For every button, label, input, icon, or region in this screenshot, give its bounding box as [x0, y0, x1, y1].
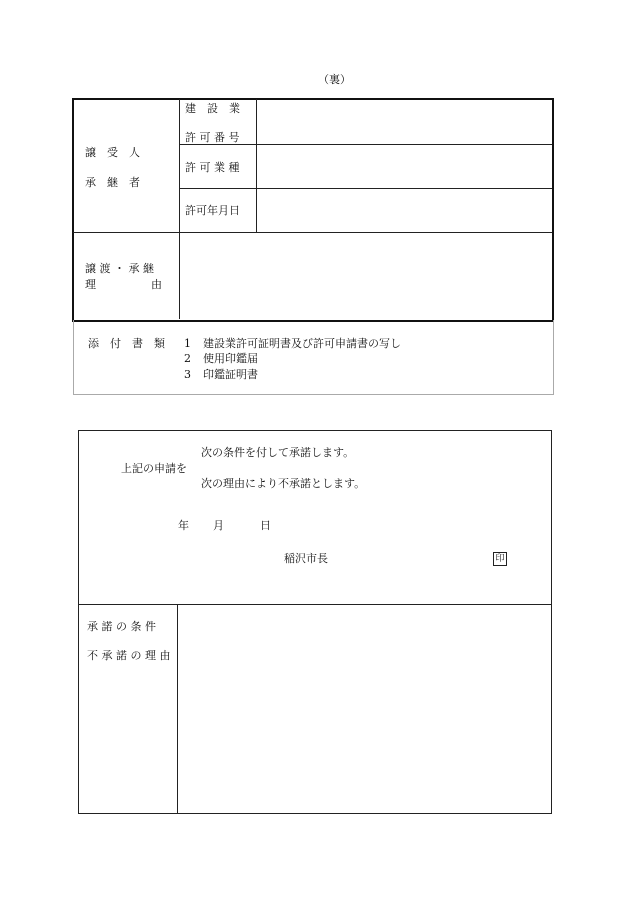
label-column-divider [179, 99, 180, 319]
attachments-label: 添 付 書 類 [88, 337, 165, 350]
row-divider-3 [73, 232, 552, 233]
reason-label-line1: 譲 渡 ・ 承 継 [85, 262, 154, 275]
conditions-column-divider [177, 604, 178, 813]
attachment-item-3-num: 3 [184, 368, 191, 381]
attachment-item-3-text: 印鑑証明書 [203, 368, 258, 381]
approval-prefix: 上記の申請を [121, 462, 187, 475]
rejection-reasons-label: 不 承 諾 の 理 由 [87, 649, 171, 662]
license-number-field[interactable] [262, 116, 548, 132]
approval-option-approve[interactable]: 次の条件を付して承諾します。 [201, 446, 355, 459]
approval-option-reject[interactable]: 次の理由により不承諾とします。 [201, 477, 366, 490]
conditions-label: 承 諾 の 条 件 [87, 620, 156, 633]
reason-label-line2: 理 由 [85, 278, 162, 291]
approval-date-year: 年 [178, 519, 189, 532]
row-divider-1 [180, 144, 552, 145]
license-number-label-line1: 建 設 業 [185, 102, 240, 115]
page-side-label: （裏） [318, 73, 351, 86]
attachment-item-1-text: 建設業許可証明書及び許可申請書の写し [203, 337, 401, 350]
approval-authority: 稲沢市長 [284, 552, 328, 565]
license-date-field[interactable] [262, 203, 548, 219]
license-date-label: 許可年月日 [185, 204, 240, 217]
seal-mark: 印 [493, 552, 507, 566]
approval-date-month: 月 [213, 519, 224, 532]
applicant-label-line2: 承 継 者 [85, 176, 140, 189]
license-type-field[interactable] [262, 160, 548, 176]
approval-date-day: 日 [260, 519, 271, 532]
attachment-item-2-text: 使用印鑑届 [203, 352, 258, 365]
license-type-label: 許 可 業 種 [185, 161, 240, 174]
reason-field[interactable] [186, 240, 546, 312]
sublabel-column-divider [256, 99, 257, 232]
row-divider-2 [180, 188, 552, 189]
approval-section-divider [79, 604, 551, 605]
applicant-label-line1: 譲 受 人 [85, 146, 140, 159]
attachment-item-2-num: 2 [184, 352, 191, 365]
attachments-box [73, 320, 554, 395]
attachment-item-1-num: 1 [184, 337, 191, 350]
conditions-field[interactable] [184, 612, 544, 802]
license-number-label-line2: 許 可 番 号 [185, 131, 240, 144]
